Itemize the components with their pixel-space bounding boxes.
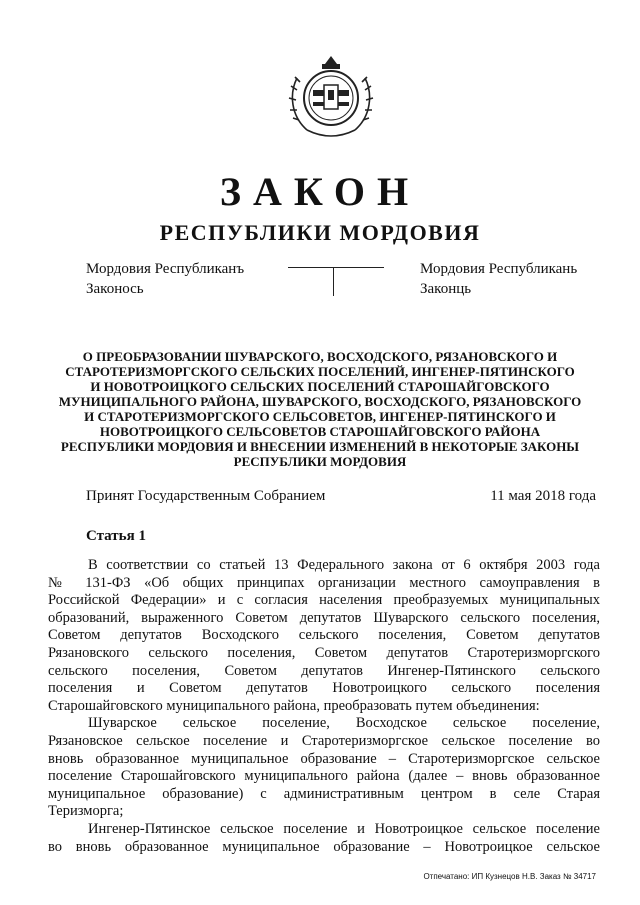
body-line: Рязановского сельского поселения, Советом депутатов Старотеризморгского [48, 644, 600, 661]
body-line: сельского поселения, Советом депутатов Ингенер-Пятинского сельского [48, 662, 600, 679]
header-right-block [420, 259, 577, 299]
adopted-by: Принят Государственным Собранием [86, 488, 326, 504]
print-footer: Отпечатано: ИП Кузнецов Н.В. Заказ № 34717 [423, 872, 596, 881]
body-line: Шуварское сельское поселение, Восходское сельское поселение, [88, 715, 600, 732]
body-line: муниципальное образование) с административным центром в селе Старая [48, 785, 600, 802]
header-left-line2: Законось [86, 281, 144, 297]
coat-of-arms-emblem [285, 50, 377, 142]
body-line: Российской Федерации» и с согласия населения преобразуемых муниципальных [48, 592, 600, 609]
header-divider-horizontal [288, 267, 384, 268]
document-title: ЗАКОН [219, 169, 421, 214]
body-line: образований, выраженного Советом депутатов Шуварского сельского поселения, [48, 609, 600, 626]
law-title-line: СТАРОТЕРИЗМОРГСКОГО СЕЛЬСКИХ ПОСЕЛЕНИЙ, ИНГЕНЕР-ПЯТИНСКОГО [65, 364, 575, 379]
body-line: поселения и Советом депутатов Новотроицкого сельского поселения [48, 680, 600, 697]
law-title-line: МУНИЦИПАЛЬНОГО РАЙОНА, ШУВАРСКОГО, ВОСХОДСКОГО, РЯЗАНОВСКОГО [58, 394, 582, 409]
header-divider-vertical [333, 267, 334, 296]
body-line: В соответствии со статьей 13 Федерального закона от 6 октября 2003 года [88, 557, 600, 573]
law-title-line: И СТАРОТЕРИЗМОРГСКОГО СЕЛЬСОВЕТОВ, ИНГЕНЕР-ПЯТИНСКОГО И [84, 409, 556, 424]
body-line: вновь образованное муниципальное образование – Старотеризморгское сельское [48, 750, 600, 767]
adopted-date: 11 мая 2018 года [490, 488, 596, 504]
law-title-line: РЕСПУБЛИКИ МОРДОВИЯ [233, 454, 407, 469]
body-line: Советом депутатов Восходского сельского поселения, Советом депутатов [48, 627, 600, 644]
article-body [48, 557, 600, 856]
body-line: № 131-ФЗ «Об общих принципах организации местного самоуправления в [48, 574, 600, 591]
body-line: Старошайговского муниципального района, преобразовать путем объединения: [48, 697, 540, 714]
body-line: во вновь образованное муниципальное образование – Новотроицкое сельское [48, 838, 600, 855]
law-title-line: И НОВОТРОИЦКОГО СЕЛЬСКИХ ПОСЕЛЕНИЙ СТАРОШАЙГОВСКОГО [90, 379, 550, 394]
header-right-line2: Законць [420, 281, 472, 297]
header-right-line1: Мордовия Республикань [420, 261, 578, 277]
body-line: Теризморга; [48, 803, 124, 820]
document-subtitle: РЕСПУБЛИКИ МОРДОВИЯ [159, 220, 481, 245]
body-line: Рязановское сельское поселение и Старотеризморгское сельское поселение во [48, 732, 600, 749]
article-heading: Статья 1 [86, 528, 146, 544]
law-title-line: РЕСПУБЛИКИ МОРДОВИЯ И ВНЕСЕНИИ ИЗМЕНЕНИЙ В НЕКОТОРЫЕ ЗАКОНЫ [60, 439, 580, 454]
law-title-line: О ПРЕОБРАЗОВАНИИ ШУВАРСКОГО, ВОСХОДСКОГО, РЯЗАНОВСКОГО И [82, 349, 558, 364]
header-left-line1: Мордовия Республиканъ [86, 261, 245, 277]
body-line: Ингенер-Пятинское сельское поселение и Новотроицкое сельское поселение [88, 820, 600, 837]
law-title-line: НОВОТРОИЦКОГО СЕЛЬСОВЕТОВ СТАРОШАЙГОВСКОГО РАЙОНА [99, 424, 541, 439]
body-line: поселение Старошайговского муниципального района (далее – вновь образованное [48, 768, 600, 785]
law-title [40, 349, 600, 469]
header-left-block [86, 259, 244, 299]
